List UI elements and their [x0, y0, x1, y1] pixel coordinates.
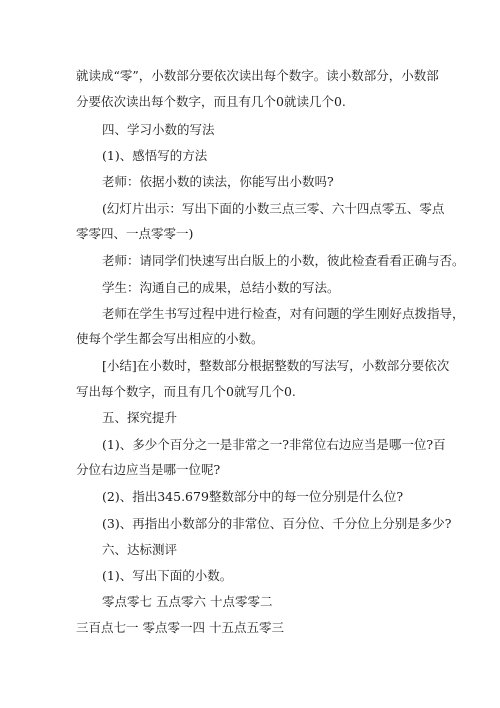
paragraph-line: 三百点七一 零点零一四 十五点五零三 [76, 620, 284, 635]
paragraph-line: 学生：沟通自己的成果，总结小数的写法。 [102, 280, 340, 295]
section-heading: 五、探究提升 [102, 410, 178, 425]
section-heading: 六、达标测评 [102, 542, 178, 557]
paragraph-line: 分要依次读出每个数字，而且有几个0就读几个0. [76, 94, 346, 109]
paragraph-line: [小结]在小数时，整数部分根据整数的写法写，小数部分要依次 [102, 358, 450, 373]
paragraph-line: 老师在学生书写过程中进行检查，对有问题的学生刚好点拨指导， [102, 306, 465, 321]
paragraph-line: 老师：请同学们快速写出白版上的小数，彼此检查看看正确与否。 [102, 253, 465, 268]
paragraph-line: (1)、多少个百分之一是非常之一?非常位右边应当是哪一位?百 [102, 437, 446, 452]
paragraph-line: 写出每个数字，而且有几个0就写几个0. [76, 384, 296, 399]
paragraph-line: 零点零七 五点零六 十点零零二 [102, 594, 273, 609]
paragraph-line: 就读成“零”，小数部分要依次读出每个数字。读小数部分，小数部 [76, 68, 439, 83]
paragraph-line: 分位右边应当是哪一位呢? [76, 462, 221, 477]
section-heading: 四、学习小数的写法 [102, 122, 215, 137]
subsection-heading: (1)、感悟写的方法 [102, 148, 208, 163]
paragraph-line: 使每个学生都会写出相应的小数。 [76, 331, 264, 346]
paragraph-line: (幻灯片出示：写出下面的小数三点三零、六十四点零五、零点 [102, 201, 445, 216]
paragraph-line: (3)、再指出小数部分的非常位、百分位、千分位上分别是多少? [102, 516, 452, 531]
paragraph-line: 零零四、一点零零一) [76, 226, 194, 241]
paragraph-line: 老师：依据小数的读法，你能写出小数吗? [102, 174, 334, 189]
paragraph-line: (1)、写出下面的小数。 [102, 568, 233, 583]
paragraph-line: (2)、指出345.679整数部分中的每一位分别是什么位? [102, 489, 404, 504]
